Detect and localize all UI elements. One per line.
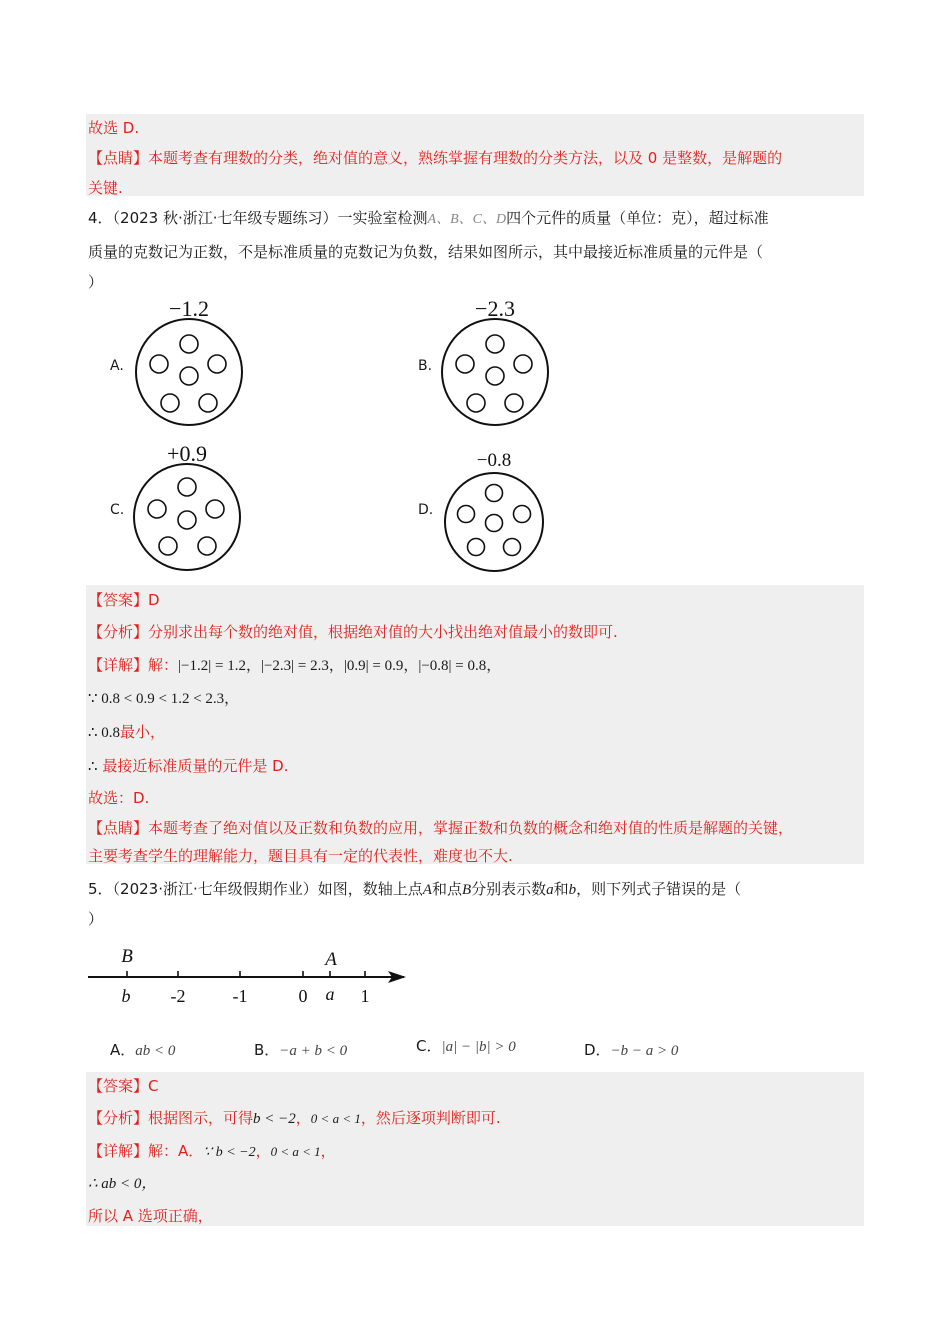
q5-number: 5． [88, 880, 113, 898]
detail-tag: 【详解】 [88, 1142, 149, 1160]
detail-lead: 解：A． [148, 1142, 204, 1160]
q4-source: （2023 秋·浙江·七年级专题练习） [112, 209, 338, 227]
comment-text: 本题考查了绝对值以及正数和负数的应用，掌握正数和负数的概念和绝对值的性质是解题的关键， [148, 819, 794, 837]
q4-stem-line-1 [88, 208, 769, 230]
step-2-text: 最小， [120, 723, 166, 741]
q5-var-a: a [546, 882, 554, 898]
q5-stem-line-2: ） [88, 910, 104, 928]
q5-option-b-label: B． [254, 1041, 280, 1059]
analysis-tag: 【分析】 [88, 623, 149, 641]
top-comment-line-2: 关键. [88, 179, 123, 197]
q4-comment-line-1 [88, 818, 793, 838]
analysis-math-2: 0 < a < 1 [310, 1111, 361, 1126]
q5-option-d-expr: −b − a > 0 [610, 1043, 679, 1059]
q4-option-b-label: B. [418, 358, 433, 374]
q5-option-d [584, 1040, 678, 1061]
q5-step-2: 所以 A 选项正确， [88, 1207, 213, 1225]
tick-a: a [325, 984, 335, 1004]
q5-text-d: 和 [553, 880, 569, 898]
answer-tag: 【答案】 [88, 591, 149, 609]
analysis-math-1: b < −2 [253, 1111, 296, 1127]
point-B-label: B [121, 946, 133, 967]
q4-number: 4． [88, 209, 113, 227]
analysis-sep: ， [295, 1109, 311, 1127]
q5-source: （2023·浙江·七年级假期作业） [112, 880, 318, 898]
q4-option-c-label: C. [110, 502, 125, 518]
q4-figure-a [130, 296, 250, 430]
q5-step-1: ∴ ab < 0， [88, 1176, 157, 1192]
q5-analysis-line [88, 1108, 501, 1129]
tick-0: 0 [298, 986, 308, 1006]
q5-answer-line [88, 1076, 159, 1096]
q4-figure-c [128, 440, 248, 574]
q5-option-c-label: C． [416, 1037, 442, 1055]
analysis-text-b: ，然后逐项判断即可. [360, 1109, 501, 1127]
tick-minus-2: -2 [170, 986, 186, 1006]
q5-var-B: B [461, 882, 472, 898]
tick-minus-1: -1 [232, 986, 248, 1006]
analysis-text: 分别求出每个数的绝对值，根据绝对值的大小找出绝对值最小的数即可. [148, 623, 618, 641]
q4-figure-b [436, 296, 556, 430]
analysis-tag: 【分析】 [88, 1109, 149, 1127]
q4-text-a: 一实验室检测 [337, 209, 428, 227]
q4-option-b-value: −2.3 [475, 296, 515, 321]
detail-math: |−1.2| = 1.2，|−2.3| = 2.3，|0.9| = 0.9，|−0.8| = 0.8， [178, 658, 502, 674]
answer-tag: 【答案】 [88, 1077, 149, 1095]
comment-text: 本题考查有理数的分类，绝对值的意义，熟练掌握有理数的分类方法，以及 0 是整数，是解题的 [148, 149, 783, 167]
q4-option-a-value: −1.2 [169, 296, 209, 321]
detail-tag: 【详解】 [88, 656, 149, 674]
answer-value: D [148, 591, 160, 609]
comment-tag: 【点睛】 [88, 819, 149, 837]
detail-sep-2: ， [320, 1142, 336, 1160]
step-2-symbol: ∴ 0.8 [88, 725, 121, 741]
number-line [86, 940, 416, 1006]
q5-option-b [254, 1040, 347, 1061]
q5-text-a: 如图，数轴上点 [317, 880, 423, 898]
q5-option-d-label: D． [584, 1041, 611, 1059]
q5-option-b-expr: −a + b < 0 [279, 1043, 348, 1059]
detail-sep: ， [255, 1142, 271, 1160]
q5-text-c: 分别表示数 [471, 880, 547, 898]
q4-figure-d [440, 448, 550, 576]
q4-answer-line [88, 590, 160, 610]
detail-math-1: ∵ b < −2 [203, 1145, 256, 1160]
q4-stem-line-2: 质量的克数记为正数，不是标准质量的克数记为负数，结果如图所示，其中最接近标准质量的元件是（ [88, 243, 764, 261]
q4-option-c-value: +0.9 [167, 441, 207, 466]
tick-b: b [121, 986, 131, 1006]
q5-option-c-expr: |a| − |b| > 0 [441, 1039, 516, 1055]
top-choose-line: 故选 D. [88, 119, 140, 137]
q4-stem-line-3: ） [88, 273, 104, 291]
q5-option-c [416, 1036, 516, 1057]
tick-1: 1 [360, 986, 370, 1006]
point-A-label: A [325, 949, 337, 970]
detail-lead: 解： [148, 656, 179, 674]
top-comment-line [88, 148, 782, 168]
q4-option-d-label: D. [418, 502, 434, 518]
step-3-symbol: ∴ [88, 759, 98, 775]
q5-option-a-expr: ab < 0 [135, 1043, 176, 1059]
q4-step-1: ∵ 0.8 < 0.9 < 1.2 < 2.3， [88, 691, 240, 707]
detail-math-2: 0 < a < 1 [270, 1144, 321, 1159]
q4-step-3 [88, 756, 288, 777]
q4-option-a-label: A. [110, 358, 124, 374]
q4-choose-line: 故选：D. [88, 789, 150, 807]
q4-step-2 [88, 722, 165, 743]
answer-value: C [148, 1077, 159, 1095]
q4-analysis-line [88, 622, 618, 642]
q4-comment-line-2: 主要考查学生的理解能力，题目具有一定的代表性，难度也不大. [88, 847, 513, 865]
q5-var-b: b [568, 882, 577, 898]
q5-stem-line-1 [88, 879, 741, 900]
q5-detail-line [88, 1141, 336, 1163]
step-3-text: 最接近标准质量的元件是 D. [102, 757, 289, 775]
q4-text-b: 四个元件的质量（单位：克），超过标准 [506, 209, 769, 227]
q5-var-A: A [422, 882, 432, 898]
q5-option-a-label: A． [110, 1041, 136, 1059]
q4-letters: A、B、C、D [427, 212, 507, 227]
q5-text-e: ，则下列式子错误的是（ [576, 880, 742, 898]
analysis-text-a: 根据图示，可得 [148, 1109, 254, 1127]
comment-tag: 【点睛】 [88, 149, 149, 167]
q5-text-b: 和点 [431, 880, 462, 898]
q4-detail-line [88, 655, 501, 676]
q4-option-d-value: −0.8 [476, 450, 512, 471]
q5-option-a [110, 1040, 175, 1061]
